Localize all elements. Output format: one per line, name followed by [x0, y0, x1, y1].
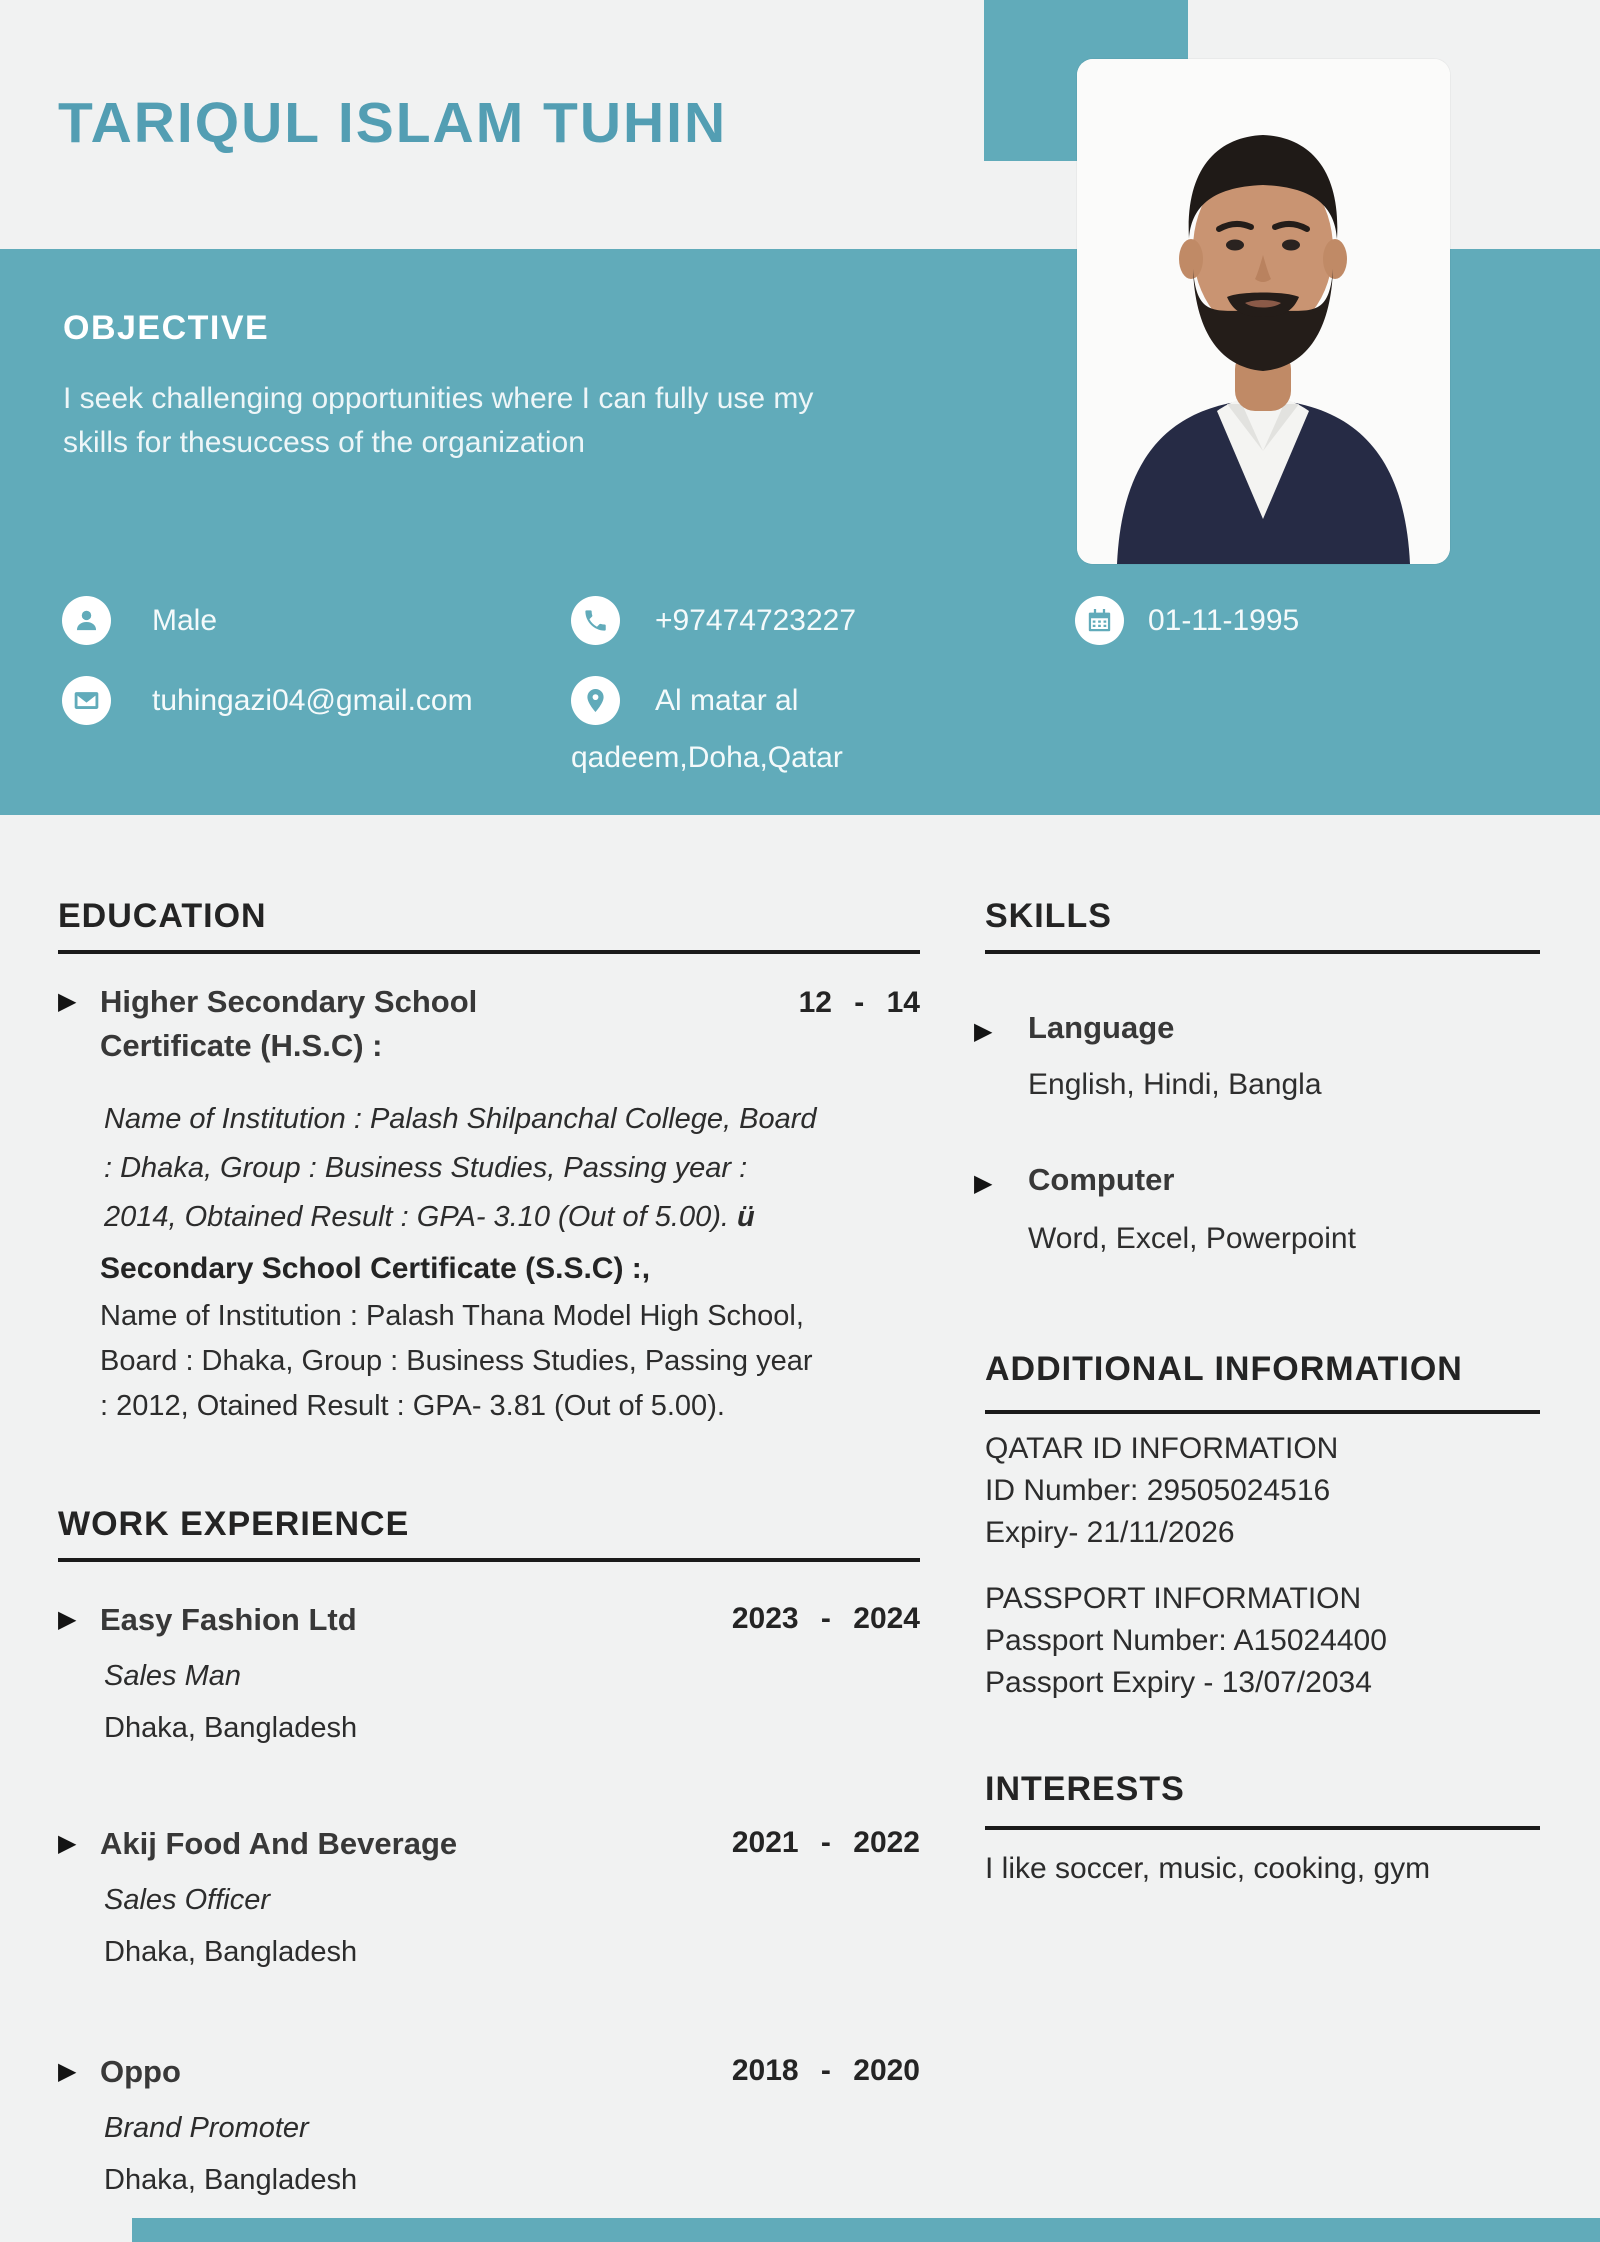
info-line: PASSPORT INFORMATION — [985, 1582, 1362, 1615]
profile-photo — [1077, 59, 1450, 564]
hsc-details — [104, 1095, 924, 1242]
work-company: Oppo — [100, 2054, 181, 2089]
envelope-icon — [62, 676, 111, 725]
phone-value: +97474723227 — [655, 604, 857, 637]
ssc-details-line: Name of Institution : Palash Thana Model High School, — [100, 1300, 804, 1332]
skill-group-name: Computer — [1028, 1162, 1175, 1197]
map-pin-icon — [571, 676, 620, 725]
bullet-triangle-icon: ▶ — [58, 2058, 77, 2085]
info-line: Expiry- 21/11/2026 — [985, 1516, 1235, 1549]
work-role: Brand Promoter — [104, 2112, 309, 2144]
work-experience-divider — [58, 1558, 920, 1562]
additional-information-divider — [985, 1410, 1540, 1414]
passport-info — [985, 1578, 1387, 1704]
objective-title: OBJECTIVE — [63, 309, 270, 347]
hsc-details-line: 2014, Obtained Result : GPA- 3.10 (Out of 5.00). ü — [104, 1201, 755, 1233]
bullet-triangle-icon: ▶ — [58, 988, 77, 1015]
ssc-details-line: : 2012, Otained Result : GPA- 3.81 (Out of 5.00). — [100, 1390, 725, 1422]
qatar-id-info — [985, 1428, 1338, 1554]
ssc-details-line: Board : Dhaka, Group : Business Studies, Passing year — [100, 1345, 813, 1377]
interests-text: I like soccer, music, cooking, gym — [985, 1852, 1431, 1885]
hsc-details-line: : Dhaka, Group : Business Studies, Passing year : — [104, 1152, 748, 1184]
skill-group-items: English, Hindi, Bangla — [1028, 1068, 1322, 1101]
info-line: Passport Number: A15024400 — [985, 1624, 1387, 1657]
bullet-triangle-icon: ▶ — [58, 1830, 77, 1857]
work-date-range: 2018 - 2020 — [731, 2054, 920, 2087]
address-line1: Al matar al — [655, 684, 799, 717]
hsc-date-range: 12 - 14 — [798, 986, 920, 1019]
footer-accent-strip — [132, 2218, 1600, 2242]
interests-title: INTERESTS — [985, 1770, 1185, 1808]
objective-line: I seek challenging opportunities where I can fully use my — [63, 382, 814, 415]
objective-line: skills for thesuccess of the organization — [63, 426, 585, 459]
birth-date-value: 01-11-1995 — [1148, 604, 1300, 637]
bullet-triangle-icon: ▶ — [974, 1018, 993, 1045]
objective-text — [63, 377, 863, 465]
work-experience-title: WORK EXPERIENCE — [58, 1505, 410, 1543]
work-date-range: 2021 - 2022 — [731, 1826, 920, 1859]
decorative-glyph: ü — [736, 1201, 755, 1233]
info-line: QATAR ID INFORMATION — [985, 1432, 1339, 1465]
education-divider — [58, 950, 920, 954]
candidate-name: TARIQUL ISLAM TUHIN — [58, 91, 728, 156]
skill-group-items: Word, Excel, Powerpoint — [1028, 1222, 1356, 1255]
phone-icon — [571, 596, 620, 645]
skills-divider — [985, 950, 1540, 954]
info-line: ID Number: 29505024516 — [985, 1474, 1331, 1507]
work-location: Dhaka, Bangladesh — [104, 1936, 358, 1968]
gender-value: Male — [152, 604, 218, 637]
address-line2: qadeem,Doha,Qatar — [571, 741, 843, 774]
education-title: EDUCATION — [58, 897, 267, 935]
interests-divider — [985, 1826, 1540, 1830]
skills-title: SKILLS — [985, 897, 1112, 935]
work-role: Sales Man — [104, 1660, 242, 1692]
work-role: Sales Officer — [104, 1884, 270, 1916]
work-company: Akij Food And Beverage — [100, 1826, 458, 1861]
work-date-range: 2023 - 2024 — [731, 1602, 920, 1635]
work-location: Dhaka, Bangladesh — [104, 1712, 358, 1744]
bullet-triangle-icon: ▶ — [974, 1170, 993, 1197]
person-icon — [62, 596, 111, 645]
work-location: Dhaka, Bangladesh — [104, 2164, 358, 2196]
ssc-details — [100, 1294, 920, 1429]
bullet-triangle-icon: ▶ — [58, 1606, 77, 1633]
work-company: Easy Fashion Ltd — [100, 1602, 357, 1637]
info-line: Passport Expiry - 13/07/2034 — [985, 1666, 1372, 1699]
additional-information-title: ADDITIONAL INFORMATION — [985, 1350, 1463, 1388]
email-value: tuhingazi04@gmail.com — [152, 684, 473, 717]
hsc-details-line: Name of Institution : Palash Shilpanchal College, Board — [104, 1103, 817, 1135]
hsc-degree: Higher Secondary School Certificate (H.S.C) : — [100, 984, 478, 1063]
calendar-icon — [1075, 596, 1124, 645]
skill-group-name: Language — [1028, 1010, 1175, 1045]
ssc-degree: Secondary School Certificate (S.S.C) :, — [100, 1252, 651, 1285]
